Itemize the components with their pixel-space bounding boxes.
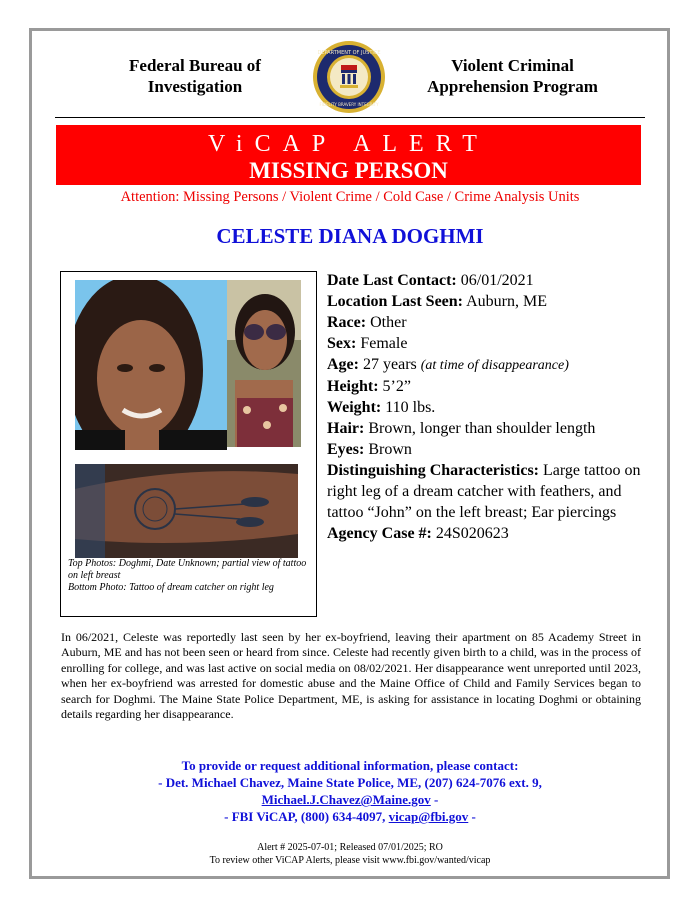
footer bbox=[0, 841, 700, 867]
footer-alert-number: Alert # 2025-07-01; Released 07/01/2025; RO bbox=[257, 842, 443, 853]
fbi-seal-icon bbox=[312, 40, 386, 114]
alert-banner-title: ViCAP ALERT bbox=[208, 131, 489, 157]
detail-eyes: Eyes: Brown bbox=[327, 441, 412, 458]
subject-name: CELESTE DIANA DOGHMI bbox=[216, 224, 484, 248]
detail-hair: Hair: Brown, longer than shoulder length bbox=[327, 420, 596, 437]
detail-height: Height: 5’2” bbox=[327, 378, 411, 395]
contact-line-email1: Michael.J.Chavez@Maine.gov - bbox=[261, 792, 439, 807]
photo-panel bbox=[60, 271, 317, 617]
header-program bbox=[405, 55, 620, 97]
detail-race: Race: Other bbox=[327, 314, 407, 331]
header-agency-line2: Investigation bbox=[147, 77, 243, 96]
seal-text: DEPARTMENT OF JUSTICE bbox=[317, 50, 381, 56]
portrait-photo bbox=[75, 280, 227, 450]
attention-line: Attention: Missing Persons / Violent Crime / Cold Case / Crime Analysis Units bbox=[120, 189, 580, 205]
detail-sex: Sex: Female bbox=[327, 335, 408, 352]
header-agency-line1: Federal Bureau of bbox=[129, 56, 261, 75]
footer-visit-line: To review other ViCAP Alerts, please visit www.fbi.gov/wanted/vicap bbox=[209, 855, 491, 866]
seal-motto: FIDELITY BRAVERY INTEGRITY bbox=[319, 102, 379, 107]
detail-location-last-seen: Location Last Seen: Auburn, ME bbox=[327, 293, 548, 310]
contact-section bbox=[0, 757, 700, 825]
header-program-line1: Violent Criminal bbox=[451, 56, 574, 75]
header-agency bbox=[110, 55, 280, 97]
subject-details bbox=[327, 270, 642, 544]
detail-agency-case: Agency Case #: 24S020623 bbox=[327, 525, 509, 542]
detail-age: Age: 27 years (at time of disappearance) bbox=[327, 356, 569, 373]
photo-caption-top: Top Photos: Doghmi, Date Unknown; partial view of tattoo on left breast bbox=[68, 558, 307, 581]
detail-weight: Weight: 110 lbs. bbox=[327, 399, 436, 416]
email-link-vicap[interactable]: vicap@fbi.gov bbox=[388, 809, 469, 824]
header-divider bbox=[55, 117, 645, 118]
contact-line-fbi: - FBI ViCAP, (800) 634-4097, vicap@fbi.gov - bbox=[224, 809, 476, 824]
detail-date-last-contact: Date Last Contact: 06/01/2021 bbox=[327, 272, 534, 289]
photo-caption bbox=[68, 558, 313, 594]
tattoo-photo bbox=[75, 464, 298, 558]
contact-heading: To provide or request additional information, please contact: bbox=[181, 758, 519, 773]
alert-banner bbox=[56, 125, 641, 185]
case-narrative: In 06/2021, Celeste was reportedly last seen by her ex-boyfriend, leaving their apartment on 85 Academy Street in Auburn, ME and has not been seen or heard from since. Celeste had recently given birth to a child, was in the process of enrolling for college, and was last active on social media on 08/02/2021. Her disappearance went unreported until 2023, when her ex-boyfriend was arrested for domestic abuse and the Maine Office of Child and Family Services began to search for Doghmi. The Maine State Police Department, ME, is asking for assistance in locating Doghmi or obtaining details regarding her disappearance. bbox=[61, 630, 641, 722]
alert-banner-subtitle: MISSING PERSON bbox=[249, 158, 448, 183]
header-program-line2: Apprehension Program bbox=[427, 77, 598, 96]
photo-caption-bottom: Bottom Photo: Tattoo of dream catcher on right leg bbox=[68, 582, 274, 593]
email-link-chavez[interactable]: Michael.J.Chavez@Maine.gov bbox=[261, 792, 431, 807]
detail-distinguishing-characteristics: Distinguishing Characteristics: Large tattoo on right leg of a dream catcher with feathers, and tattoo “John” on the left breast; Ear piercings bbox=[327, 462, 641, 521]
contact-line-detective: - Det. Michael Chavez, Maine State Police, ME, (207) 624-7076 ext. 9, bbox=[158, 775, 542, 790]
sunglasses-photo bbox=[227, 280, 301, 447]
